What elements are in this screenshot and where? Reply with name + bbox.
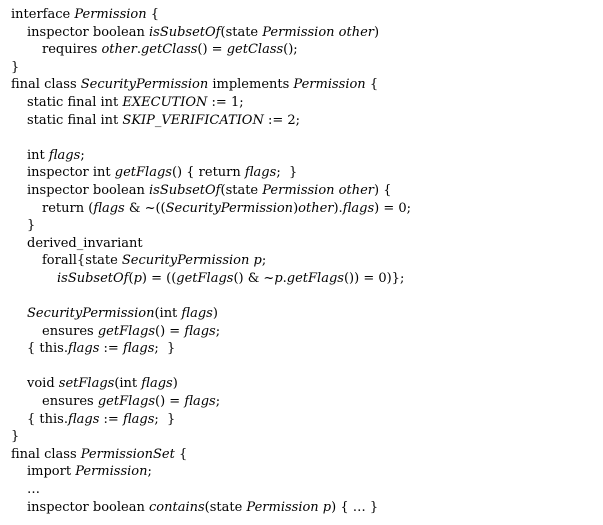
keyword-token: int [119, 376, 142, 392]
keyword-token: this [39, 341, 64, 357]
identifier-token: flags [342, 200, 375, 216]
code-line [11, 182, 596, 200]
identifier-token: getClass [140, 42, 198, 58]
identifier-token: SecurityPermission [27, 306, 155, 322]
code-line [11, 41, 596, 59]
punctuation-token: ( [220, 182, 226, 198]
keyword-token: int [27, 147, 49, 163]
punctuation-token: := [99, 411, 123, 427]
punctuation-token: ) { [373, 182, 392, 198]
code-line [11, 481, 596, 499]
identifier-token: contains [148, 499, 205, 515]
punctuation-token: ( [128, 270, 134, 286]
keyword-token: implements [208, 77, 294, 93]
identifier-token: getFlags [97, 323, 155, 339]
punctuation-token: () { [171, 165, 199, 181]
code-line [11, 94, 596, 112]
punctuation-token: := 2; [263, 112, 301, 128]
identifier-token: setFlags [58, 376, 115, 392]
keyword-token: state [209, 499, 247, 515]
identifier-token: Permission other [262, 24, 374, 40]
code-line [11, 59, 596, 77]
punctuation-token: . [63, 411, 68, 427]
punctuation-token: } [27, 218, 36, 234]
keyword-token: static final int [27, 112, 123, 128]
code-line [11, 24, 596, 42]
identifier-token: flags [141, 376, 173, 392]
blank-line [11, 358, 596, 376]
keyword-token: final class [11, 77, 81, 93]
keyword-token: final class [11, 446, 81, 462]
identifier-token: getFlags [286, 270, 344, 286]
identifier-token: isSubsetOf [148, 182, 221, 198]
code-listing [11, 6, 596, 516]
keyword-token: forall [42, 253, 77, 269]
identifier-token: flags [184, 323, 216, 339]
code-line [11, 235, 596, 253]
keyword-token: inspector boolean [27, 24, 149, 40]
code-line [11, 217, 596, 235]
punctuation-token: ; [147, 464, 152, 480]
punctuation-token: ; } [276, 165, 298, 181]
identifier-token: flags [122, 341, 155, 357]
punctuation-token: () & ~ [233, 270, 275, 286]
identifier-token: flags [181, 306, 213, 322]
code-line [11, 411, 596, 429]
punctuation-token: … [27, 482, 40, 498]
keyword-token: import [27, 464, 76, 480]
identifier-token: flags [184, 394, 216, 410]
identifier-token: other [298, 200, 334, 216]
punctuation-token: { [27, 411, 40, 427]
punctuation-token: & ~(( [124, 200, 166, 216]
keyword-token: state [225, 24, 263, 40]
punctuation-token: ( [88, 200, 94, 216]
code-line [11, 147, 596, 165]
keyword-token: inspector int [27, 165, 115, 181]
keyword-token: return [198, 165, 245, 181]
punctuation-token: { [76, 253, 86, 269]
punctuation-token: ( [204, 499, 210, 515]
identifier-token: flags [244, 165, 277, 181]
punctuation-token: ; } [154, 411, 176, 427]
identifier-token: flags [122, 411, 155, 427]
punctuation-token: ( [114, 376, 120, 392]
identifier-token: flags [67, 411, 100, 427]
punctuation-token: (); [283, 42, 298, 58]
punctuation-token: ; [261, 253, 267, 269]
keyword-token: state [225, 182, 263, 198]
blank-line [11, 288, 596, 306]
code-line [11, 375, 596, 393]
keyword-token: return [42, 200, 89, 216]
keyword-token: int [159, 306, 182, 322]
punctuation-token: ). [333, 200, 343, 216]
identifier-token: Permission [75, 464, 148, 480]
identifier-token: getClass [226, 42, 284, 58]
identifier-token: SecurityPermission [80, 77, 209, 93]
code-line [11, 499, 596, 517]
keyword-token: static final int [27, 94, 123, 110]
keyword-token: derived_invariant [27, 235, 143, 251]
punctuation-token: ; [215, 323, 221, 339]
code-line [11, 428, 596, 446]
code-line [11, 463, 596, 481]
punctuation-token: ) { … } [331, 499, 379, 515]
punctuation-token: ) [373, 24, 380, 40]
identifier-token: getFlags [114, 165, 172, 181]
identifier-token: isSubsetOf [57, 270, 129, 286]
identifier-token: SecurityPermission p [121, 253, 262, 269]
punctuation-token: ) = 0; [374, 200, 412, 216]
identifier-token: p [133, 270, 142, 286]
punctuation-token: () = [155, 323, 185, 339]
punctuation-token: ( [220, 24, 226, 40]
identifier-token: getFlags [97, 394, 155, 410]
punctuation-token: ) [172, 376, 178, 392]
code-line [11, 305, 596, 323]
identifier-token: Permission [293, 77, 366, 93]
identifier-token: Permission p [246, 499, 332, 515]
identifier-token: Permission [74, 7, 147, 22]
identifier-token: getFlags [176, 270, 234, 286]
code-line [11, 112, 596, 130]
code-line [11, 252, 596, 270]
identifier-token: Permission other [262, 182, 374, 198]
punctuation-token: () = [155, 394, 185, 410]
identifier-token: SKIP_VERIFICATION [122, 112, 264, 128]
punctuation-token: { [27, 341, 40, 357]
punctuation-token: ()) = 0)}; [343, 270, 405, 286]
punctuation-token: } [11, 59, 20, 75]
identifier-token: PermissionSet [80, 446, 175, 462]
identifier-token: other [101, 42, 137, 58]
punctuation-token: { [174, 446, 188, 462]
punctuation-token: := 1; [207, 94, 244, 110]
punctuation-token: ) [293, 200, 299, 216]
identifier-token: EXECUTION [122, 94, 208, 110]
punctuation-token: . [282, 270, 287, 286]
identifier-token: SecurityPermission [165, 200, 294, 216]
keyword-token: ensures [42, 323, 98, 339]
punctuation-token: ) = (( [141, 270, 177, 286]
code-line [11, 270, 596, 288]
code-line [11, 164, 596, 182]
punctuation-token: . [136, 42, 141, 58]
keyword-token: inspector boolean [27, 182, 149, 198]
code-line [11, 76, 596, 94]
keyword-token: requires [42, 42, 102, 58]
identifier-token: flags [67, 341, 100, 357]
code-line [11, 340, 596, 358]
punctuation-token: { [365, 77, 379, 93]
punctuation-token: . [63, 341, 68, 357]
punctuation-token: () = [197, 42, 227, 58]
punctuation-token: ) [212, 306, 218, 322]
punctuation-token: ; [215, 394, 221, 410]
identifier-token: flags [93, 200, 125, 216]
keyword-token: state [85, 253, 122, 269]
punctuation-token: ; [80, 147, 85, 163]
keyword-token: ensures [42, 394, 98, 410]
identifier-token: flags [48, 147, 81, 163]
punctuation-token: } [11, 429, 20, 445]
code-line [11, 200, 596, 218]
code-line [11, 393, 596, 411]
keyword-token: this [39, 411, 64, 427]
code-line [11, 446, 596, 464]
identifier-token: p [274, 270, 283, 286]
punctuation-token: := [99, 341, 123, 357]
punctuation-token: { [146, 7, 160, 22]
punctuation-token: ; } [154, 341, 176, 357]
keyword-token: void [27, 376, 59, 392]
code-line [11, 6, 596, 24]
keyword-token: interface [11, 7, 75, 22]
punctuation-token: ( [154, 306, 160, 322]
identifier-token: isSubsetOf [148, 24, 221, 40]
blank-line [11, 129, 596, 147]
keyword-token: inspector boolean [27, 499, 149, 515]
code-line [11, 323, 596, 341]
